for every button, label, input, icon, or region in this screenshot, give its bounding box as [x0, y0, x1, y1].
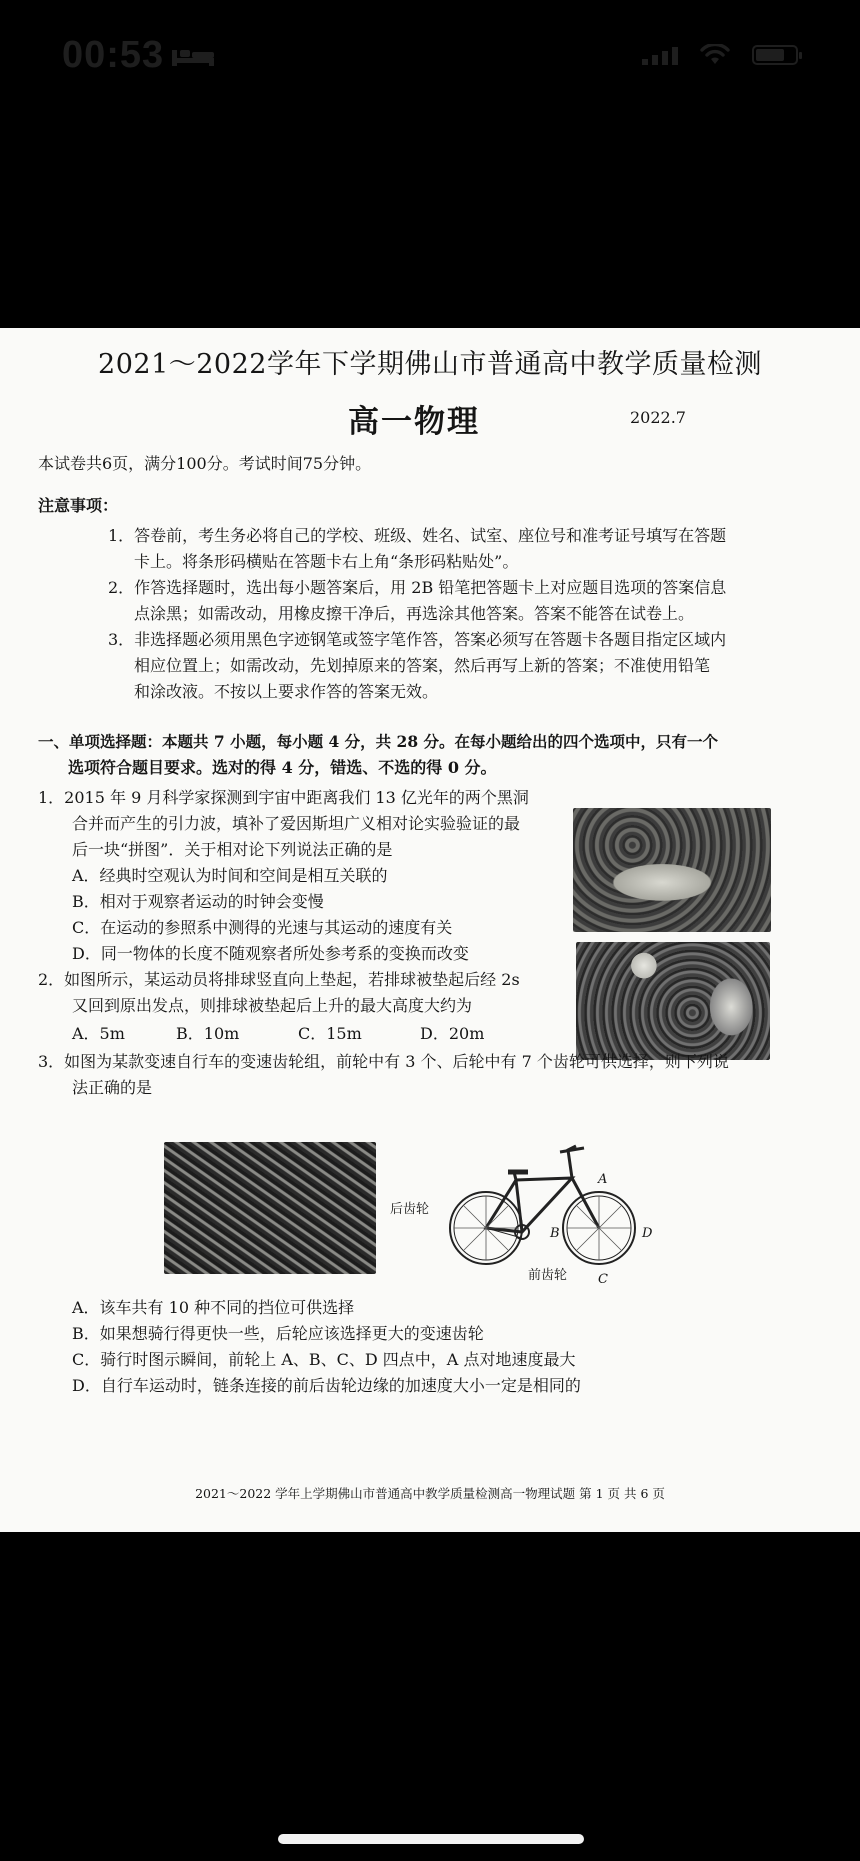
question-3-text: 法正确的是 — [72, 1078, 153, 1097]
subject-title: 高一物理 — [348, 404, 480, 440]
bicycle-diagram — [444, 1136, 644, 1284]
question-3-option: D．自行车运动时，链条连接的前后齿轮边缘的加速度大小一定是相同的 — [72, 1376, 581, 1395]
question-3-option: B．如果想骑行得更快一些，后轮应该选择更大的变速齿轮 — [72, 1324, 484, 1343]
question-1-text: 后一块“拼图”．关于相对论下列说法正确的是 — [72, 840, 393, 859]
volleyball-image — [576, 942, 770, 1060]
exam-intro: 本试卷共6页，满分100分。考试时间75分钟。 — [38, 454, 372, 473]
rear-gear-label: 后齿轮 — [390, 1202, 430, 1217]
point-label-d: D — [642, 1226, 653, 1241]
question-2-option: C．15m — [298, 1024, 362, 1043]
notice-line: 2．作答选择题时，选出每小题答案后，用 2B 铅笔把答题卡上对应题目选项的答案信息 — [108, 578, 727, 597]
question-3-option: A．该车共有 10 种不同的挡位可供选择 — [72, 1298, 355, 1317]
exam-paper-photo[interactable] — [0, 328, 860, 1532]
notice-line: 和涂改液。不按以上要求作答的答案无效。 — [134, 682, 439, 701]
gear-set-image — [164, 1142, 376, 1274]
battery-icon — [752, 45, 798, 65]
page-footer: 2021～2022 学年上学期佛山市普通高中教学质量检测高一物理试题 第 1 页 共 6 页 — [195, 1486, 665, 1501]
point-label-a: A — [598, 1172, 608, 1187]
question-2-option: A．5m — [72, 1024, 125, 1043]
black-hole-image — [573, 808, 771, 932]
point-label-c: C — [598, 1272, 608, 1287]
question-1-option: B．相对于观察者运动的时钟会变慢 — [72, 892, 324, 911]
wifi-icon — [700, 44, 730, 66]
notice-line: 相应位置上；如需改动，先划掉原来的答案，然后再写上新的答案；不准使用铅笔 — [134, 656, 711, 675]
question-1-text: 1．2015 年 9 月科学家探测到宇宙中距离我们 13 亿光年的两个黑洞 — [38, 788, 529, 807]
question-2-option: D．20m — [420, 1024, 485, 1043]
cellular-signal-icon — [642, 45, 678, 65]
status-bar — [0, 0, 860, 110]
sleep-focus-icon — [172, 46, 214, 68]
question-2-option: B．10m — [176, 1024, 240, 1043]
notice-line: 卡上。将条形码横贴在答题卡右上角“条形码粘贴处”。 — [134, 552, 519, 571]
home-indicator[interactable] — [278, 1834, 584, 1844]
exam-title: 2021～2022学年下学期佛山市普通高中教学质量检测 — [98, 349, 762, 380]
notice-line: 点涂黑；如需改动，用橡皮擦干净后，再选涂其他答案。答案不能答在试卷上。 — [134, 604, 695, 623]
question-3-text: 3．如图为某款变速自行车的变速齿轮组，前轮中有 3 个、后轮中有 7 个齿轮可供选择，则下列说 — [38, 1052, 729, 1071]
question-2-text: 2．如图所示，某运动员将排球竖直向上垫起，若排球被垫起后经 2s — [38, 970, 520, 989]
question-2-text: 又回到原出发点，则排球被垫起后上升的最大高度大约为 — [72, 996, 473, 1015]
question-3-option: C．骑行时图示瞬间，前轮上 A、B、C、D 四点中，A 点对地速度最大 — [72, 1350, 576, 1369]
front-gear-label: 前齿轮 — [528, 1268, 568, 1283]
section-heading: 一、单项选择题：本题共 7 小题，每小题 4 分，共 28 分。在每小题给出的四个选项中，只有一个 — [38, 732, 719, 751]
exam-date: 2022.7 — [630, 408, 686, 427]
section-heading: 选项符合题目要求。选对的得 4 分，错选、不选的得 0 分。 — [68, 758, 497, 777]
question-1-option: C．在运动的参照系中测得的光速与其运动的速度有关 — [72, 918, 453, 937]
notice-heading: 注意事项： — [38, 496, 119, 515]
clock: 00:53 — [62, 34, 165, 76]
question-1-text: 合并而产生的引力波，填补了爱因斯坦广义相对论实验验证的最 — [72, 814, 521, 833]
notice-line: 3．非选择题必须用黑色字迹钢笔或签字笔作答，答案必须写在答题卡各题目指定区域内 — [108, 630, 727, 649]
point-label-b: B — [550, 1226, 560, 1241]
question-1-option: D．同一物体的长度不随观察者所处参考系的变换而改变 — [72, 944, 469, 963]
notice-line: 1．答卷前，考生务必将自己的学校、班级、姓名、试室、座位号和准考证号填写在答题 — [108, 526, 727, 545]
question-1-option: A．经典时空观认为时间和空间是相互关联的 — [72, 866, 388, 885]
